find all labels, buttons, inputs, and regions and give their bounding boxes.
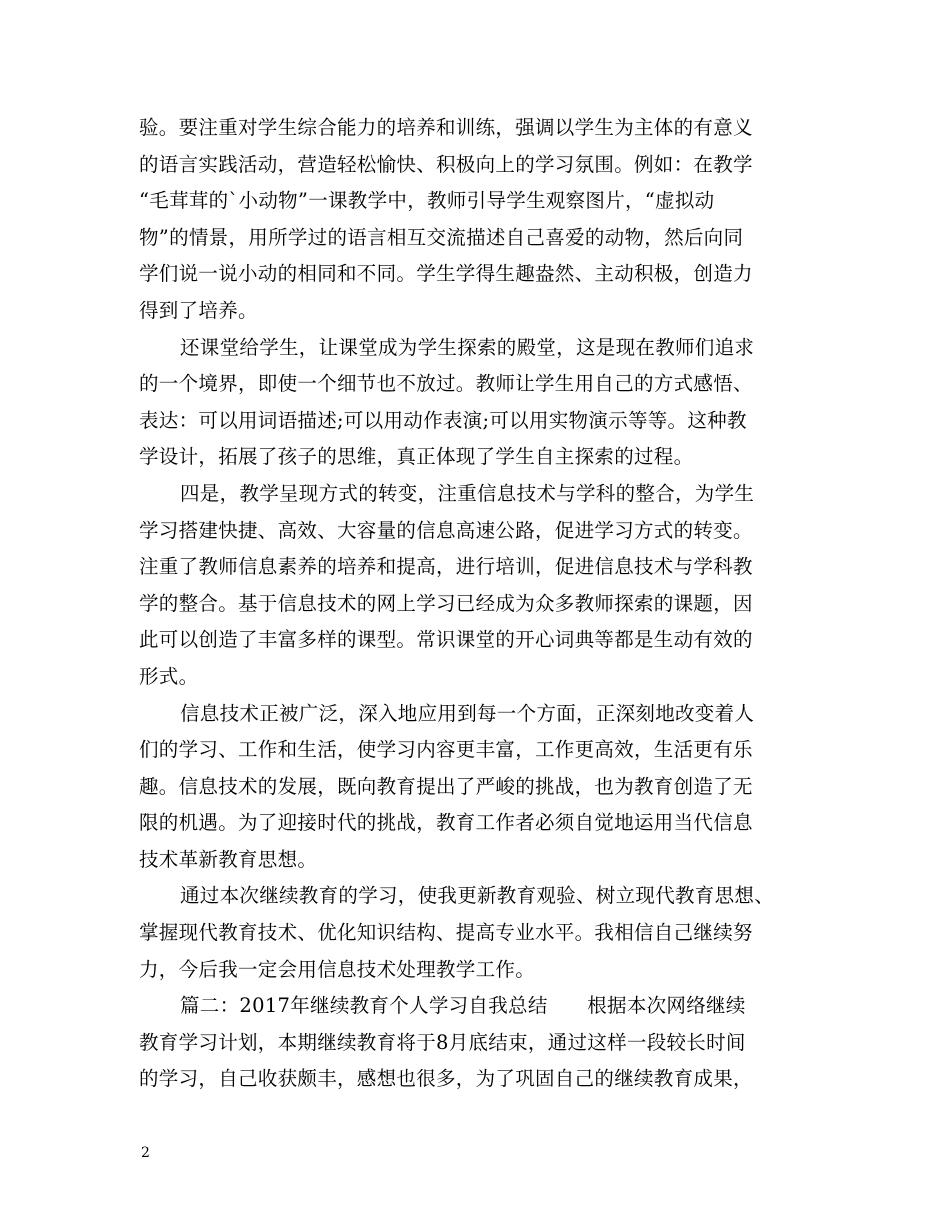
text-line: 限的机遇。为了迎接时代的挑战，教育工作者必须自觉地运用当代信息	[139, 811, 753, 835]
text-line: 学们说一说小动的相同和不同。学生学得生趣盎然、主动积极，创造力	[139, 262, 753, 286]
text-line: 表达：可以用词语描述;可以用动作表演;可以用实物演示等等。这种教	[139, 408, 747, 432]
text-line: 物”的情景，用所学过的语言相互交流描述自己喜爱的动物，然后向同	[139, 225, 744, 249]
text-line: 的一个境界，即使一个细节也不放过。教师让学生用自己的方式感悟、	[139, 372, 753, 396]
text-line: “毛茸茸的`小动物”一课教学中，教师引导学生观察图片，“虚拟动	[139, 189, 715, 213]
text-line: 学的整合。基于信息技术的网上学习已经成为众多教师探索的课题，因	[139, 591, 753, 615]
text-line: 掌握现代教育技术、优化知识结构、提高专业水平。我相信自己继续努	[139, 921, 753, 945]
text-line: 此可以创造了丰富多样的课型。常识课堂的开心词典等都是生动有效的	[139, 628, 753, 652]
text-line: 注重了教师信息素养的培养和提高，进行培训，促进信息技术与学科教	[139, 555, 753, 579]
page-number: 2	[141, 1145, 150, 1161]
text-line: 信息技术正被广泛，深入地应用到每一个方面，正深刻地改变着人	[180, 701, 755, 725]
text-line: 通过本次继续教育的学习，使我更新教育观验、树立现代教育思想、	[180, 884, 775, 908]
text-line: 得到了培养。	[139, 298, 258, 322]
text-line: 还课堂给学生，让课堂成为学生探索的殿堂，这是现在教师们追求	[180, 335, 755, 359]
text-line: 趣。信息技术的发展，既向教育提出了严峻的挑战，也为教育创造了无	[139, 774, 753, 798]
text-line: 四是，教学呈现方式的转变，注重信息技术与学科的整合，为学生	[180, 481, 755, 505]
body-text	[139, 110, 839, 1098]
text-line: 的语言实践活动，营造轻松愉快、积极向上的学习氛围。例如：在教学	[139, 152, 753, 176]
text-line: 形式。	[139, 664, 199, 688]
text-line: 学习搭建快捷、高效、大容量的信息高速公路，促进学习方式的转变。	[139, 518, 753, 542]
text-line: 教育学习计划，本期继续教育将于8月底结束，通过这样一段较长时间	[139, 1030, 746, 1054]
text-line: 验。要注重对学生综合能力的培养和训练，强调以学生为主体的有意义	[139, 116, 753, 139]
text-line: 们的学习、工作和生活，使学习内容更丰富，工作更高效，生活更有乐	[139, 738, 753, 762]
text-line: 学设计，拓展了孩子的思维，真正体现了学生自主探索的过程。	[139, 445, 694, 469]
text-line: 技术革新教育思想。	[139, 847, 318, 871]
text-line: 力，今后我一定会用信息技术处理教学工作。	[139, 957, 536, 981]
text-line: 篇二：2017年继续教育个人学习自我总结 根据本次网络继续	[180, 994, 746, 1018]
text-line: 的学习，自己收获颇丰，感想也很多，为了巩固自己的继续教育成果，	[139, 1067, 753, 1091]
